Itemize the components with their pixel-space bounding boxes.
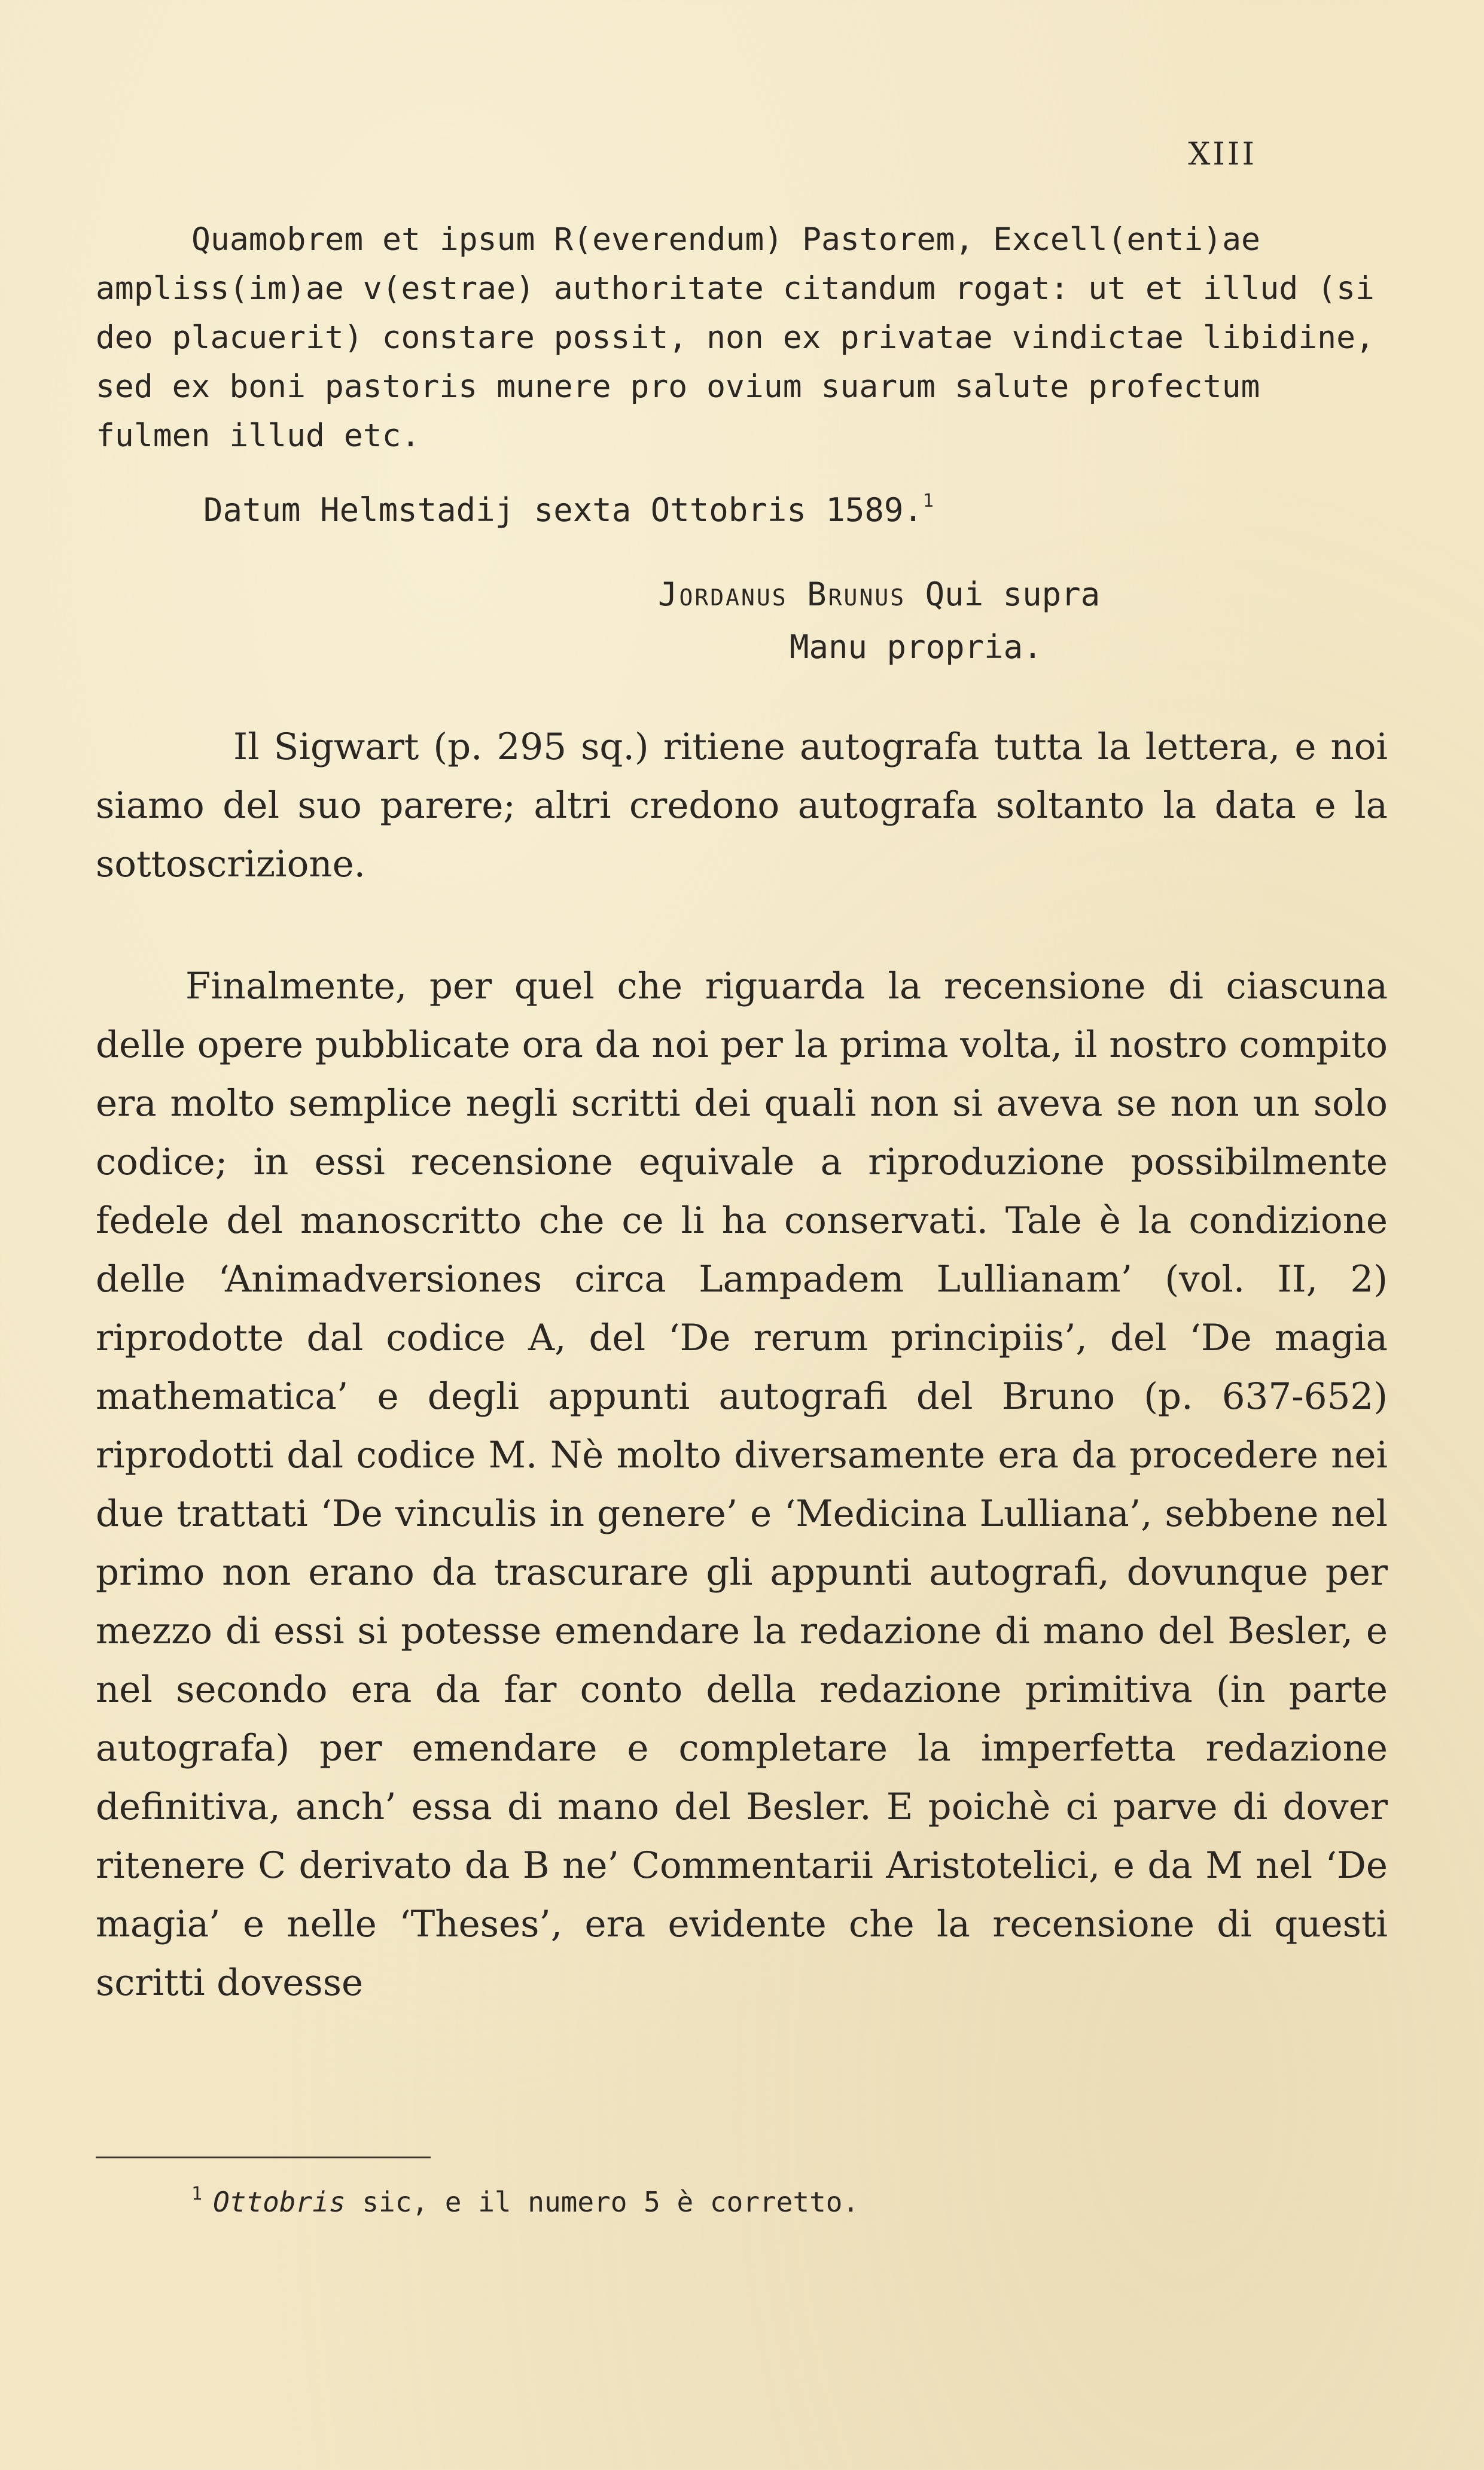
latin-line: Quamobrem et ipsum R(everendum) Pastorem, Excell(enti)ae: [191, 221, 1260, 258]
page-number: XIII: [1188, 136, 1257, 172]
footnote-text: sic, e il numero 5 è corretto.: [362, 2186, 860, 2218]
footnote: [191, 2183, 859, 2218]
latin-line: fulmen illud etc.: [96, 418, 420, 454]
latin-line: sed ex boni pastoris munere pro ovium suarum salute profectum: [96, 368, 1260, 405]
datum-text: Datum Helmstadij sexta Ottobris 1589.: [203, 491, 923, 529]
footnote-divider: [96, 2157, 431, 2158]
signature-first-name: Jordanus: [658, 575, 788, 613]
latin-line: ampliss(im)ae v(estrae) authoritate citandum rogat: ut et illud (si: [96, 270, 1375, 307]
footnote-reference: 1: [922, 491, 934, 511]
signature-qui-supra: Qui supra: [925, 575, 1101, 613]
footnote-mark: 1: [191, 2183, 203, 2204]
signature-line-1: [658, 568, 1100, 621]
signature: [658, 568, 1100, 674]
paragraph-recensione: Finalmente, per quel che riguarda la recensione di ciascuna delle opere pubblicate ora da noi per la prima volta, il nostro compito era molto semplice negli scritti dei quali non si aveva se non un solo codice; in essi recensione equivale a riproduzione possibilmente fedele del manoscritto che ce li ha conservati. Tale è la condizione delle ‘Animadversiones circa Lampadem Lullianam’ (vol. II, 2) riprodotte dal codice A, del ‘De rerum principiis’, del ‘De magia mathematica’ e degli appunti autografi del Bruno (p. 637-652) riprodotti dal codice M. Nè molto diversamente era da procedere nei due trattati ‘De vinculis in genere’ e ‘Medicina Lulliana’, sebbene nel primo non erano da trascurare gli appunti autografi, dovunque per mezzo di essi si potesse emendare la redazione di mano del Besler, e nel secondo era da far conto della redazione primitiva (in parte autografa) per emendare e completare la imperfetta redazione definitiva, anch’ essa di mano del Besler. E poichè ci parve di dover ritenere C derivato da B ne’ Commentarii Aristotelici, e da M nel ‘De magia’ e nelle ‘Theses’, era evidente che la recensione di questi scritti dovesse: [96, 965, 1388, 2004]
paragraph-sigwart: Il Sigwart (p. 295 sq.) ritiene autografa tutta la lettera, e noi siamo del suo parere; altri credono autografa soltanto la data e la sottoscrizione.: [96, 726, 1388, 885]
signature-manu-propria: Manu propria.: [790, 628, 1043, 666]
footnote-word: Ottobris: [213, 2186, 346, 2218]
latin-quotation: [96, 215, 1388, 461]
datum-line: [96, 491, 1484, 529]
signature-last-name: Brunus: [807, 575, 906, 613]
latin-line: deo placuerit) constare possit, non ex privatae vindictae libidine,: [96, 319, 1375, 356]
